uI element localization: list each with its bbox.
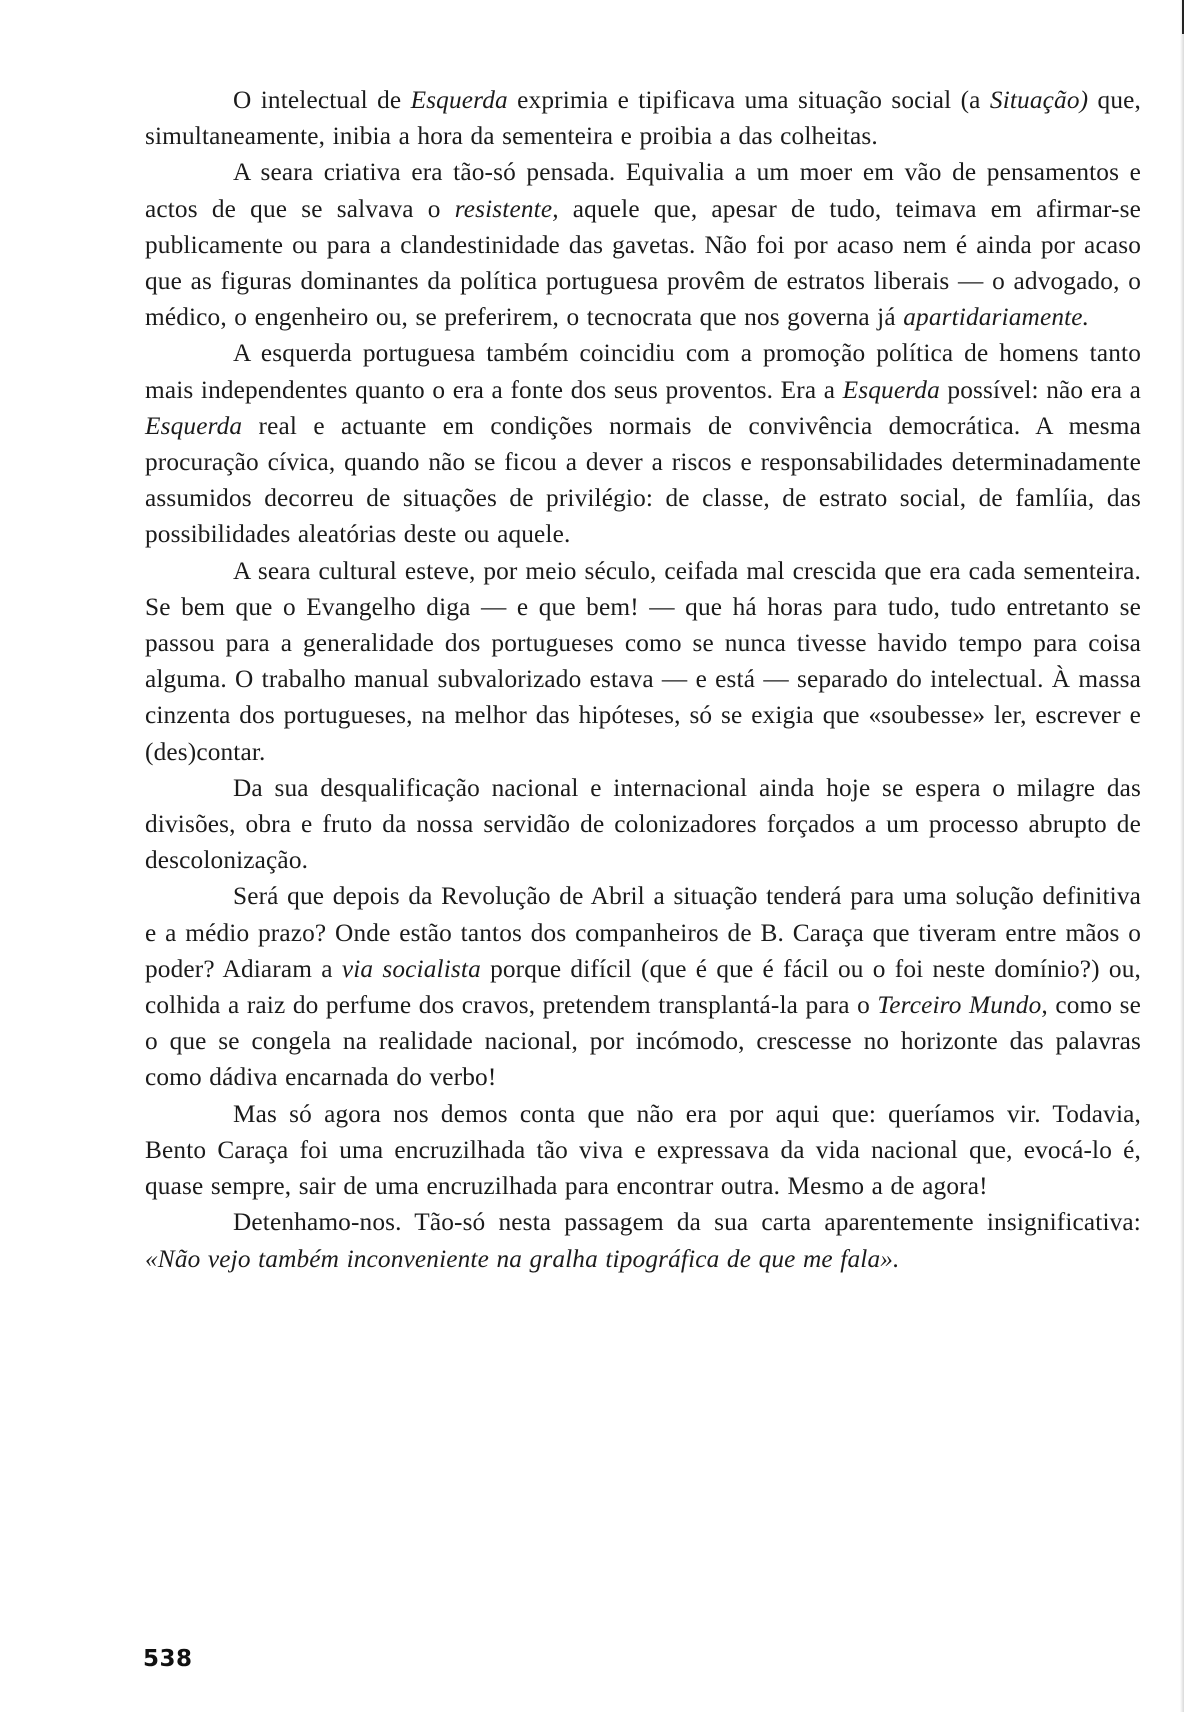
italic-text: Esquerda	[410, 86, 508, 114]
text-run: porque difícil (que é que é fácil ou o foi neste domínio?) ou, colhida a raiz do perfume dos cravos, pretendem transplantá-la para o	[145, 954, 1141, 1020]
page-number: 538	[143, 1646, 193, 1672]
text-run: aquele que, apesar de tudo, teimava em afirmar-se publicamente ou para a clandestinidade das gavetas. Não foi por acaso nem é ainda por acaso que as figuras dominantes da política portuguesa provêm de estratos liberais — o advogado, o médico, o engenheiro ou, se preferirem, o tecnocrata que nos governa já	[145, 194, 1141, 332]
text-run: Será que depois da Revolução de Abril a situação tenderá para uma solução definitiva e a médio prazo? Onde estão tantos dos companheiros de B. Caraça que tiveram entre mãos o poder? Adiaram a	[145, 882, 1141, 983]
text-run: A seara criativa era tão-só pensada. Equivalia a um moer em vão de pensamentos e actos de que se salvava o	[145, 158, 1141, 223]
paragraph	[145, 1096, 1141, 1205]
paragraph	[145, 878, 1141, 1095]
page-edge	[1180, 0, 1184, 1712]
paragraph	[145, 1204, 1141, 1276]
italic-text: «Não vejo também inconveniente na gralha tipográfica de que me fala».	[145, 1244, 900, 1273]
text-run: Mas só agora nos demos conta que não era por aqui que: queríamos vir. Todavia, Bento Caraça foi uma encruzilhada tão viva e expressava da vida nacional que, evocá-lo é, quase sempre, sair de uma encruzilhada para encontrar outra. Mesmo a de agora!	[145, 1099, 1141, 1201]
paragraph	[145, 335, 1141, 552]
text-run: real e actuante em condições normais de convivência democrática. A mesma procuração cívica, quando não se ficou a dever a riscos e responsabilidades determinadamente assumidos decorreu de situações de privilégio: de classe, de estrato social, de famlíia, das possibilidades aleatórias deste ou aquele.	[145, 411, 1141, 549]
paragraph	[145, 82, 1141, 154]
italic-text: apartidariamente.	[903, 303, 1090, 332]
text-run: Detenhamo-nos. Tão-só nesta passagem da sua carta aparentemente insignificativa:	[233, 1208, 1141, 1237]
text-run: como se o que se congela na realidade nacional, por incómodo, crescesse no horizonte das palavras como dádiva encarnada do verbo!	[145, 991, 1142, 1092]
italic-text: Terceiro Mundo,	[877, 991, 1048, 1020]
paragraph	[145, 154, 1141, 335]
paragraph	[145, 770, 1141, 879]
text-run: O intelectual de	[233, 86, 411, 114]
italic-text: via socialista	[341, 954, 481, 983]
body-text	[145, 82, 1141, 1277]
paragraph	[145, 553, 1141, 770]
italic-text: Situação)	[989, 86, 1089, 114]
text-run: A seara cultural esteve, por meio século, ceifada mal crescida que era cada sementeira. Se bem que o Evangelho diga — e que bem! — que há horas para tudo, tudo entretanto se passou para a generalidade dos portugueses como se nunca tivesse havido tempo para coisa alguma. O trabalho manual subvalorizado estava — e está — separado do intelectual. À massa cinzenta dos portugueses, na melhor das hipóteses, só se exigia que «soubesse» ler, escrever e (des)contar.	[145, 556, 1141, 766]
text-run: que, simultaneamente, inibia a hora da sementeira e proibia a das colheitas.	[145, 86, 1141, 151]
italic-text: Esquerda	[145, 411, 243, 440]
text-run: exprimia e tipificava uma situação social (a	[507, 86, 990, 114]
italic-text: Esquerda	[842, 375, 940, 404]
text-run: A esquerda portuguesa também coincidiu com a promoção política de homens tanto mais independentes quanto o era a fonte dos seus proventos. Era a	[145, 339, 1141, 404]
text-run: possível: não era a	[939, 375, 1141, 404]
text-run: Da sua desqualificação nacional e internacional ainda hoje se espera o milagre das divisões, obra e fruto da nossa servidão de colonizadores forçados a um processo abrupto de descolonização.	[145, 773, 1141, 875]
italic-text: resistente,	[454, 194, 559, 223]
